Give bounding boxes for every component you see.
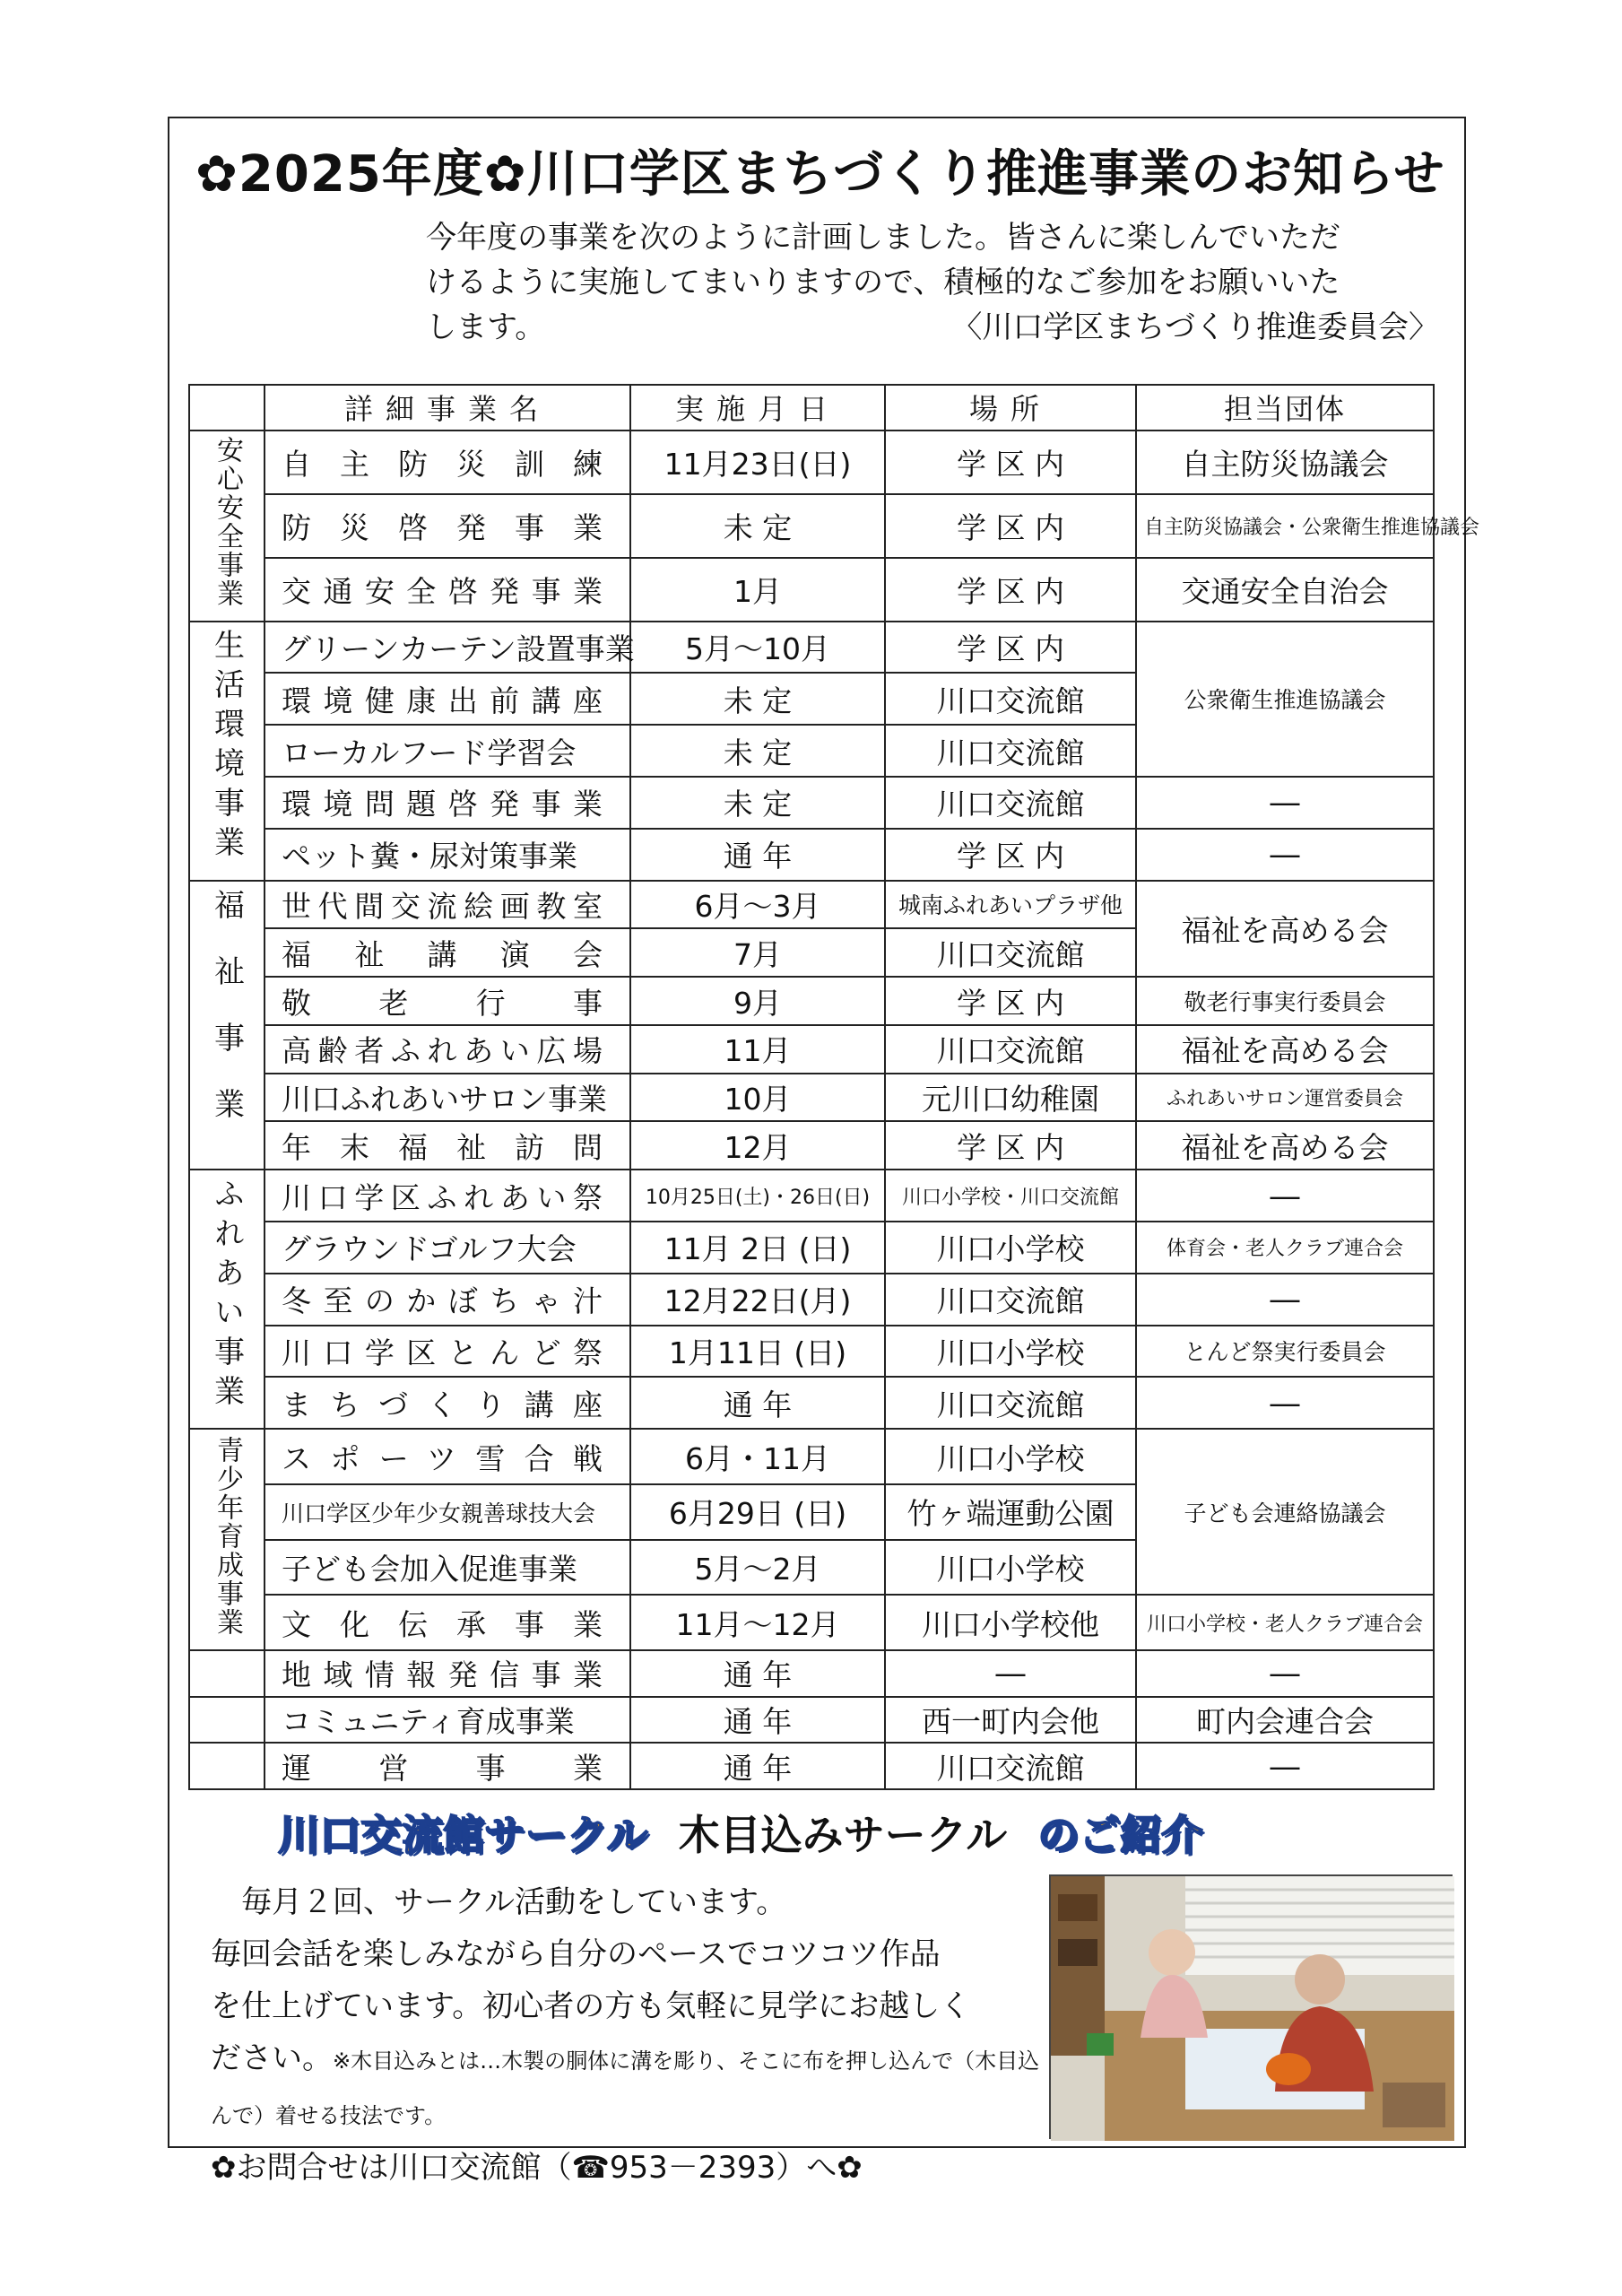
flower-icon: ✿ — [195, 145, 239, 204]
table-row: まちづくり講座 通 年 川口交流館 ― — [189, 1377, 1434, 1429]
table-row: ふれあい事業 川口学区ふれあい祭 10月25日(土)・26日(日) 川口小学校・川口交流館 ― — [189, 1170, 1434, 1222]
table-row: 高齢者ふれあい広場 11月 川口交流館 福祉を高める会 — [189, 1025, 1434, 1074]
table-row: 冬至のかぼちゃ汁 12月22日(月) 川口交流館 ― — [189, 1274, 1434, 1326]
circle-line: を仕上げています。初心者の方も気軽に見学にお越しく — [211, 1988, 971, 2024]
table-row: 環境健康出前講座 未 定 川口交流館 — [189, 673, 1434, 725]
photo-illustration — [1051, 1876, 1454, 2141]
table-row: 防災啓発事業 未 定 学 区 内 自主防災協議会・公衆衛生推進協議会 — [189, 494, 1434, 558]
table-row: 敬老行事 9月 学 区 内 敬老行事実行委員会 — [189, 977, 1434, 1025]
table-row: 交通安全啓発事業 1月 学 区 内 交通安全自治会 — [189, 558, 1434, 622]
intro-line: 今年度の事業を次のように計画しました。皆さんに楽しんでいただ — [426, 220, 1340, 256]
table-row: 福祉事業 世代間交流絵画教室 6月～3月 城南ふれあいプラザ他 福祉を高める会 — [189, 881, 1434, 929]
circle-photo — [1049, 1874, 1453, 2139]
table-row: 運営事業 通 年 川口交流館 ― — [189, 1743, 1434, 1789]
intro-line: けるように実施してまいりますので、積極的なご参加をお願いいた — [426, 265, 1340, 300]
contact-line: ✿お問合せは川口交流館（☎953－2393）へ✿ — [211, 2150, 863, 2186]
table-row: 川口学区少年少女親善球技大会 6月29日 (日) 竹ヶ端運動公園 — [189, 1484, 1434, 1540]
header-date: 実施月日 — [630, 385, 885, 430]
table-row: コミュニティ育成事業 通 年 西一町内会他 町内会連合会 — [189, 1697, 1434, 1744]
flower-icon: ✿ — [483, 145, 527, 204]
table-row: 青少年育成事業 スポーツ雪合戦 6月・11月 川口小学校 子ども会連絡協議会 — [189, 1429, 1434, 1484]
table-header-row — [189, 385, 1434, 430]
table-row: 年末福祉訪問 12月 学 区 内 福祉を高める会 — [189, 1121, 1434, 1170]
circle-description — [211, 1876, 1045, 2194]
intro-text — [426, 215, 1439, 350]
table-row: グラウンドゴルフ大会 11月 2日 (日) 川口小学校 体育会・老人クラブ連合会 — [189, 1222, 1434, 1274]
category-anzen: 安心安全事業 — [189, 430, 265, 622]
category-fureai: ふれあい事業 — [189, 1170, 265, 1429]
circle-line: 毎回会話を楽しみながら自分のペースでコツコツ作品 — [211, 1936, 941, 1972]
table-row: ペット糞・尿対策事業 通 年 学 区 内 ― — [189, 829, 1434, 881]
header-group: 担当団体 — [1136, 385, 1434, 430]
category-seishonen: 青少年育成事業 — [189, 1429, 265, 1650]
table-row: ローカルフード学習会 未 定 川口交流館 — [189, 725, 1434, 777]
table-row: 環境問題啓発事業 未 定 川口交流館 ― — [189, 777, 1434, 829]
flower-icon: ✿ — [211, 2150, 237, 2186]
circle-line: 毎月２回、サークル活動をしています。 — [241, 1884, 787, 1920]
table-row: 川口ふれあいサロン事業 10月 元川口幼稚園 ふれあいサロン運営委員会 — [189, 1074, 1434, 1122]
flower-icon: ✿ — [837, 2150, 863, 2186]
signature: 〈川口学区まちづくり推進委員会〉 — [951, 309, 1439, 345]
category-seikatsu: 生活環境事業 — [189, 622, 265, 881]
table-row: 福祉講演会 7月 川口交流館 — [189, 928, 1434, 977]
circle-line: ださい。※木目込みとは…木製の胴体に溝を彫り、そこに布を押し込んで（木目込んで）着せる技法です。 — [211, 2040, 1040, 2128]
table-row: 安心安全事業 自主防災訓練 11月23日(日) 学 区 内 自主防災協議会 — [189, 430, 1434, 494]
table-row: 文化伝承事業 11月～12月 川口小学校他 川口小学校・老人クラブ連合会 — [189, 1595, 1434, 1650]
circle-heading: 川口交流館サークル 木目込みサークル のご紹介 — [278, 1811, 1203, 1859]
intro-line: します。 — [426, 309, 546, 345]
header-blank — [189, 385, 265, 430]
table-row: 子ども会加入促進事業 5月～2月 川口小学校 — [189, 1540, 1434, 1596]
header-name: 詳細事業名 — [265, 385, 630, 430]
table-row: 川口学区とんど祭 1月11日 (日) 川口小学校 とんど祭実行委員会 — [189, 1326, 1434, 1378]
table-row: 生活環境事業 グリーンカーテン設置事業 5月～10月 学 区 内 公衆衛生推進協議会 — [189, 622, 1434, 674]
table-row: 地域情報発信事業 通 年 ― ― — [189, 1650, 1434, 1697]
category-fukushi: 福祉事業 — [189, 881, 265, 1170]
page-title: ✿2025年度✿川口学区まちづくり推進事業のお知らせ — [195, 145, 1445, 204]
header-place: 場所 — [885, 385, 1136, 430]
schedule-table — [188, 384, 1480, 1790]
